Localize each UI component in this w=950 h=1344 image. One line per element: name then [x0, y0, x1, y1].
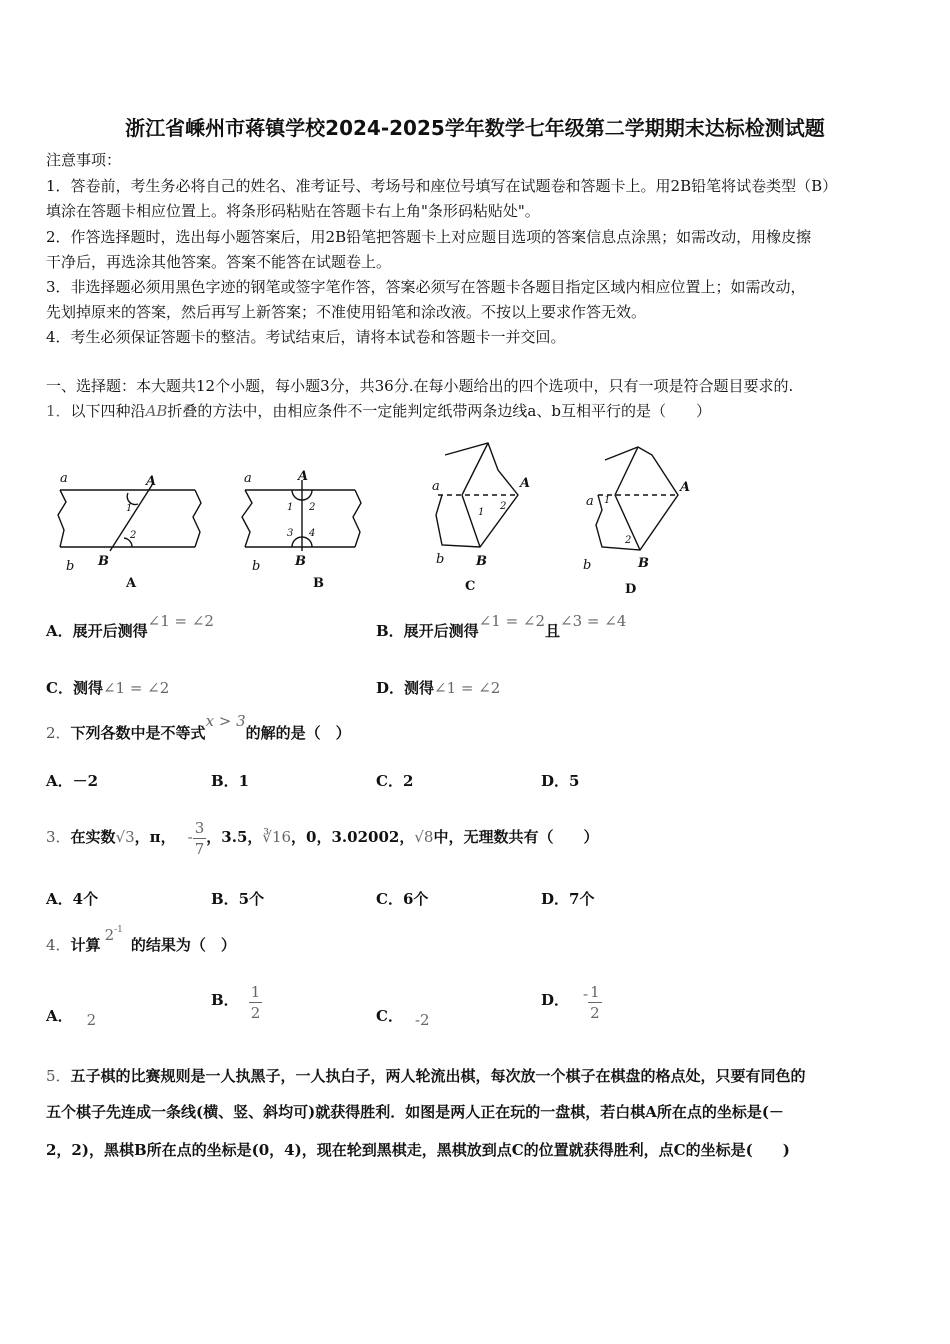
label-a: a	[244, 471, 252, 486]
label-b: b	[436, 552, 445, 567]
option-label: B．	[211, 990, 239, 1009]
question-text: ，0，3.02002，	[291, 828, 415, 846]
question-text: 计算	[70, 936, 101, 954]
notice-line: 3．非选择题必须用黑色字迹的钢笔或签字笔作答，答案必须写在答题卡各题目指定区域内相应位置上；如需改动，	[46, 278, 806, 296]
option-b: B．5个	[211, 890, 265, 908]
fraction-3-7: $\frac{3}{7}$	[194, 818, 205, 858]
option-a: A．4个	[46, 890, 99, 908]
notice-line: 1．答卷前，考生务必将自己的姓名、准考证号、考场号和座位号填写在试题卷和答题卡上。用2B铅笔将试卷类型（B）	[46, 177, 838, 195]
label-b: b	[583, 558, 592, 573]
question-text: 五子棋的比赛规则是一人执黑子，一人执白子，两人轮流出棋，每次放一个棋子在棋盘的格点处，只要有同色的	[70, 1067, 806, 1085]
fold-figures	[40, 435, 720, 600]
question-5	[46, 1065, 806, 1086]
option-math: -2	[414, 1011, 430, 1029]
question-text: 2，2)，黑棋B所在点的坐标是(0，4)，现在轮到黑棋走，黑棋放到点C的位置就获得胜利，点C的坐标是( )	[46, 1141, 790, 1159]
question-text: 的结果为（ ）	[130, 936, 236, 954]
option-c	[376, 1005, 430, 1029]
label-b: b	[252, 559, 261, 574]
option-c	[46, 677, 169, 698]
math-cbrt16: ∛16	[262, 828, 292, 846]
question-text: 在实数	[70, 828, 116, 846]
angle-1: 1	[604, 495, 611, 506]
question-text: 以下四种沿	[70, 402, 146, 420]
question-number: 1．	[46, 402, 71, 420]
question-text: 的解的是（ ）	[245, 724, 351, 742]
question-text: ，π，	[134, 828, 176, 846]
label-a: a	[60, 471, 68, 486]
math-exponent: -1	[114, 925, 123, 935]
angle-2: 2	[130, 530, 137, 541]
label-B: B	[98, 554, 109, 569]
angle-1: 1	[126, 503, 133, 514]
label-B: B	[638, 556, 649, 571]
math-minus: -	[583, 984, 589, 1003]
math-base: 2	[104, 926, 115, 944]
label-A: A	[146, 474, 157, 489]
option-d: D．7个	[541, 890, 595, 908]
fraction-1-2: $\frac{1}{2}$	[250, 983, 261, 1022]
label-b: b	[66, 559, 75, 574]
option-label: C．测得	[46, 679, 103, 697]
option-label: D．	[541, 990, 570, 1009]
notice-line: 干净后，再选涂其他答案。答案不能答在试题卷上。	[46, 253, 392, 271]
option-c: C．2	[376, 772, 414, 790]
option-d: D．5	[541, 772, 580, 790]
option-math: ∠3 = ∠4	[560, 612, 627, 630]
option-math: ∠1 = ∠2	[478, 612, 546, 630]
question-text: 中，无理数共有（ ）	[433, 828, 599, 846]
option-c: C．6个	[376, 890, 429, 908]
option-a	[46, 612, 214, 641]
angle-1: 1	[287, 502, 294, 513]
figure-caption: A	[126, 576, 137, 591]
option-label: D．测得	[376, 679, 435, 697]
math-minus: -	[187, 828, 193, 846]
section-heading: 一、选择题：本大题共12个小题，每小题3分，共36分.在每小题给出的四个选项中，只有一项是符合题目要求的.	[46, 377, 794, 395]
angle-4: 4	[309, 528, 316, 539]
option-text: 且	[545, 622, 561, 640]
option-d	[376, 677, 500, 698]
option-label: B．展开后测得	[376, 622, 479, 640]
label-A: A	[680, 480, 691, 495]
question-number: 2．	[46, 724, 71, 742]
label-a: a	[432, 479, 440, 494]
page-title: 浙江省嵊州市蒋镇学校2024-2025学年数学七年级第二学期期末达标检测试题	[125, 116, 825, 140]
notice-heading: 注意事项：	[46, 151, 122, 169]
question-4	[46, 925, 236, 955]
figure-caption: D	[625, 582, 637, 597]
question-text: 下列各数中是不等式	[70, 724, 206, 742]
option-a	[46, 1005, 97, 1029]
option-a: A．－2	[46, 772, 99, 790]
question-1	[46, 400, 711, 421]
question-text: 五个棋子先连成一条线(横、竖、斜均可)就获得胜利．如图是两人正在玩的一盘棋，若白棋A所在点的坐标是(－	[46, 1103, 784, 1121]
question-2	[46, 712, 351, 743]
option-math: 2	[86, 1011, 97, 1029]
question-text: ，3.5，	[206, 828, 263, 846]
option-label: A．	[46, 1007, 73, 1025]
option-b	[376, 612, 627, 641]
option-math: ∠1 = ∠2	[434, 679, 501, 697]
figure-b	[242, 480, 361, 551]
math-ab: AB	[145, 402, 168, 420]
option-d	[541, 982, 602, 1023]
figure-caption: B	[313, 576, 324, 591]
math-sqrt8: √8	[414, 828, 434, 846]
label-B: B	[295, 554, 306, 569]
option-b: B．1	[211, 772, 250, 790]
question-number: 5．	[46, 1067, 71, 1085]
math-sqrt3: √3	[115, 828, 135, 846]
figure-a	[58, 485, 201, 551]
notice-line: 2．作答选择题时，选出每小题答案后，用2B铅笔把答题卡上对应题目选项的答案信息点涂黑；如需改动，用橡皮擦	[46, 228, 812, 246]
label-A: A	[298, 469, 309, 484]
angle-3: 3	[287, 528, 294, 539]
question-number: 4．	[46, 936, 71, 954]
label-a: a	[586, 494, 594, 509]
option-label: C．	[376, 1007, 403, 1025]
angle-2: 2	[309, 502, 316, 513]
notice-line: 先划掉原来的答案，然后再写上新答案；不准使用铅笔和涂改液。不按以上要求作答无效。	[46, 303, 647, 321]
notice-line: 4．考生必须保证答题卡的整洁。考试结束后，请将本试卷和答题卡一并交回。	[46, 328, 566, 346]
option-b	[211, 982, 262, 1023]
question-3	[46, 805, 598, 869]
angle-2: 2	[625, 535, 632, 546]
option-math: ∠1 = ∠2	[102, 679, 170, 697]
option-label: A．展开后测得	[46, 622, 148, 640]
question-text: 折叠的方法中，由相应条件不一定能判定纸带两条边线a、b互相平行的是（ ）	[167, 402, 711, 420]
label-A: A	[520, 476, 531, 491]
figure-caption: C	[465, 579, 476, 594]
angle-2: 2	[500, 501, 507, 512]
angle-1: 1	[478, 507, 485, 518]
fraction-1-2: $\frac{1}{2}$	[590, 983, 600, 1022]
notice-line: 填涂在答题卡相应位置上。将条形码粘贴在答题卡右上角"条形码粘贴处"。	[46, 202, 540, 220]
question-math: x > 3	[205, 712, 246, 730]
option-math: ∠1 = ∠2	[147, 612, 214, 630]
figure-c	[436, 443, 518, 547]
question-number: 3．	[46, 828, 71, 846]
label-B: B	[476, 554, 487, 569]
